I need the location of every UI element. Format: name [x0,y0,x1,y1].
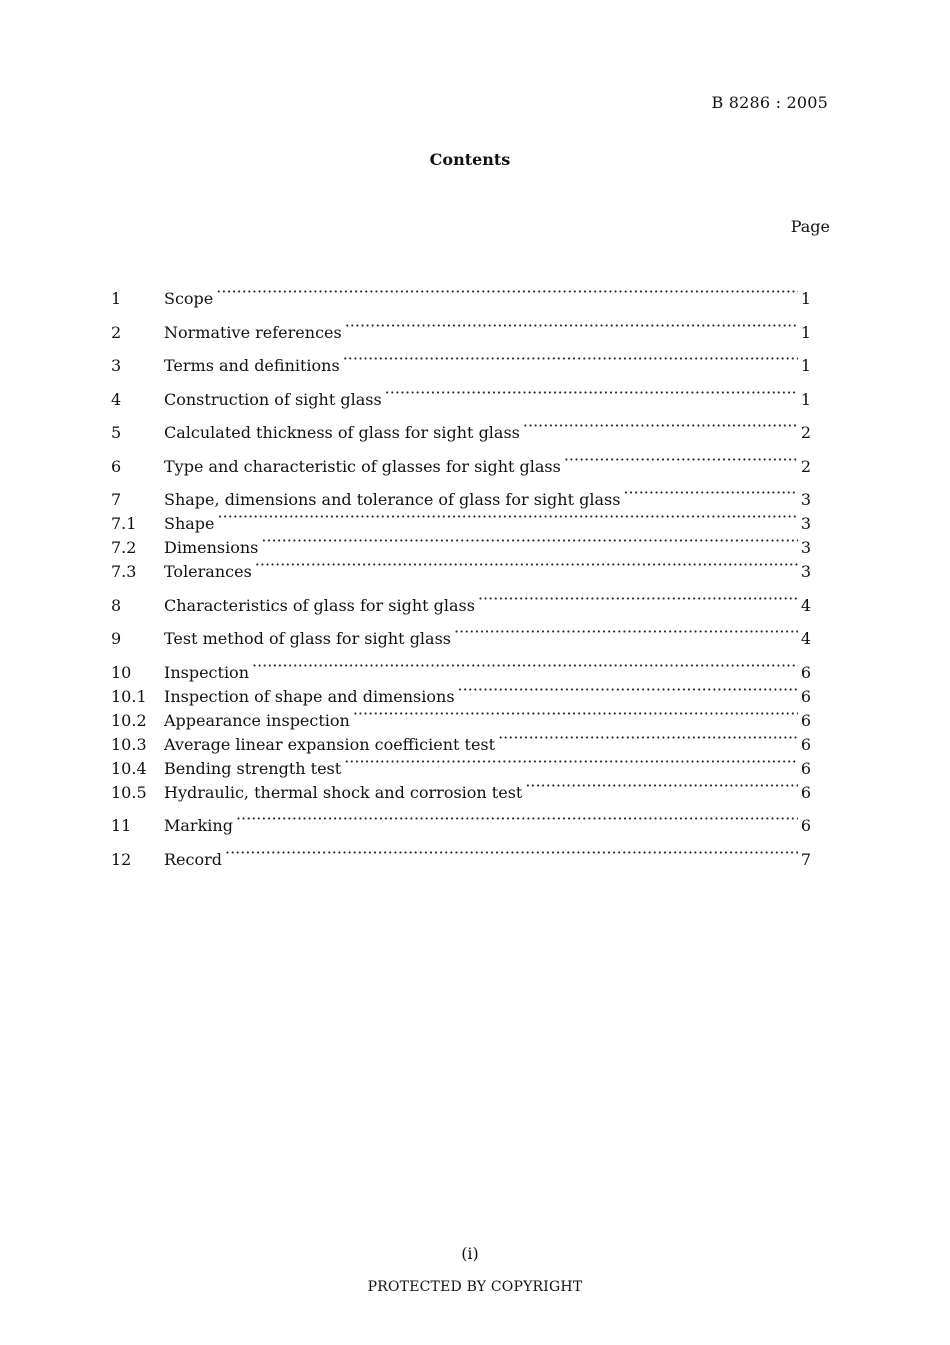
toc-entry-page: 6 [800,758,811,778]
toc-entry-page: 3 [800,490,811,509]
document-code: B 8286 : 2005 [711,93,828,112]
toc-entry-page: 1 [800,356,811,375]
toc-entry-number: 7.1 [111,514,137,533]
toc-entry-title: Marking [164,816,233,835]
toc-entry-number: 3 [111,356,122,375]
toc-entry-title: Dimensions [164,538,259,557]
toc-entry[interactable] [111,529,811,557]
toc-entry-page: 2 [800,423,811,442]
toc-entry-title: Shape [164,514,215,533]
toc-entry-number: 10.3 [111,734,147,754]
toc-entry-number: 10.4 [111,758,147,778]
toc-entry-number: 4 [111,389,122,409]
toc-entry[interactable] [111,314,811,342]
dot-leader [525,774,797,798]
toc-entry-number: 10.2 [111,710,147,730]
toc-entry[interactable] [111,414,811,442]
toc-entry-number: 7 [111,490,122,509]
toc-entry-number: 7.3 [111,562,137,581]
toc-entry-title: Calculated thickness of glass for sight glass [164,423,520,442]
toc-entry-number: 11 [111,816,132,835]
dot-leader [523,414,798,438]
dot-leader [498,726,798,750]
toc-entry-page: 1 [800,289,811,308]
toc-entry-number: 8 [111,595,122,615]
toc-entry-page: 7 [800,849,811,869]
dot-leader [225,841,798,865]
toc-entry-title: Shape, dimensions and tolerance of glass for sight glass [164,490,621,509]
dot-leader [623,481,797,505]
toc-entry-page: 1 [800,389,811,409]
toc-entry[interactable] [111,620,811,648]
dot-leader [216,280,798,304]
footer-page-number: (i) [461,1244,479,1263]
toc-entry-title: Construction of sight glass [164,389,382,409]
toc-entry[interactable] [111,807,811,835]
dot-leader [345,314,798,338]
toc-entry-number: 10.1 [111,686,147,706]
toc-entry-page: 4 [800,629,811,648]
toc-entry[interactable] [111,280,811,308]
page-column-label: Page [790,217,830,236]
toc-entry-page: 4 [800,595,811,615]
toc-entry-title: Appearance inspection [164,710,350,730]
dot-leader [385,381,798,405]
toc-entry-page: 6 [800,816,811,835]
dot-leader [252,654,798,678]
toc-entry[interactable] [111,481,811,509]
dot-leader [343,347,798,371]
contents-title: Contents [429,150,511,169]
toc-entry-number: 6 [111,456,122,476]
toc-entry-number: 10.5 [111,782,147,802]
toc-entry-title: Average linear expansion coefficient test [164,734,496,754]
toc-entry-page: 6 [800,734,811,754]
toc-entry-title: Type and characteristic of glasses for sight glass [164,456,561,476]
dot-leader [454,620,798,644]
dot-leader [458,678,798,702]
toc-entry-page: 2 [800,456,811,476]
toc-entry-page: 6 [800,662,811,682]
dot-leader [564,448,798,472]
toc-entry-title: Tolerances [164,562,252,581]
toc-entry-number: 1 [111,289,122,308]
toc-entry-number: 9 [111,629,122,648]
toc-entry-number: 2 [111,322,122,342]
toc-entry-title: Normative references [164,322,342,342]
toc-entry-page: 3 [800,562,811,581]
copyright-notice: PROTECTED BY COPYRIGHT [367,1279,583,1295]
dot-leader [255,553,798,577]
toc-entry-page: 6 [800,686,811,706]
toc-entry[interactable] [111,347,811,375]
toc-entry-number: 12 [111,849,132,869]
toc-entry-title: Scope [164,289,214,308]
toc-entry[interactable] [111,381,811,409]
toc-entry-page: 3 [800,514,811,533]
toc-entry-number: 10 [111,662,132,682]
toc-entry-title: Terms and definitions [164,356,340,375]
toc-entry-title: Characteristics of glass for sight glass [164,595,475,615]
toc-entry-title: Inspection [164,662,249,682]
dot-leader [478,587,798,611]
toc-entry-page: 1 [800,322,811,342]
toc-entry-page: 6 [800,782,811,802]
dot-leader [344,750,798,774]
dot-leader [261,529,797,553]
toc-entry-number: 5 [111,423,122,442]
toc-entry-title: Bending strength test [164,758,342,778]
dot-leader [218,505,798,529]
toc-entry[interactable] [111,587,811,615]
toc-entry[interactable] [111,448,811,476]
toc-entry-title: Inspection of shape and dimensions [164,686,455,706]
dot-leader [353,702,798,726]
toc-entry[interactable] [111,654,811,682]
toc-entry-number: 7.2 [111,538,137,557]
toc-entry-title: Test method of glass for sight glass [164,629,452,648]
toc-entry-title: Hydraulic, thermal shock and corrosion test [164,782,523,802]
toc-entry-title: Record [164,849,222,869]
dot-leader [236,807,798,831]
table-of-contents [111,280,811,869]
toc-entry-page: 6 [800,710,811,730]
toc-entry[interactable] [111,841,811,869]
toc-entry-page: 3 [800,538,811,557]
